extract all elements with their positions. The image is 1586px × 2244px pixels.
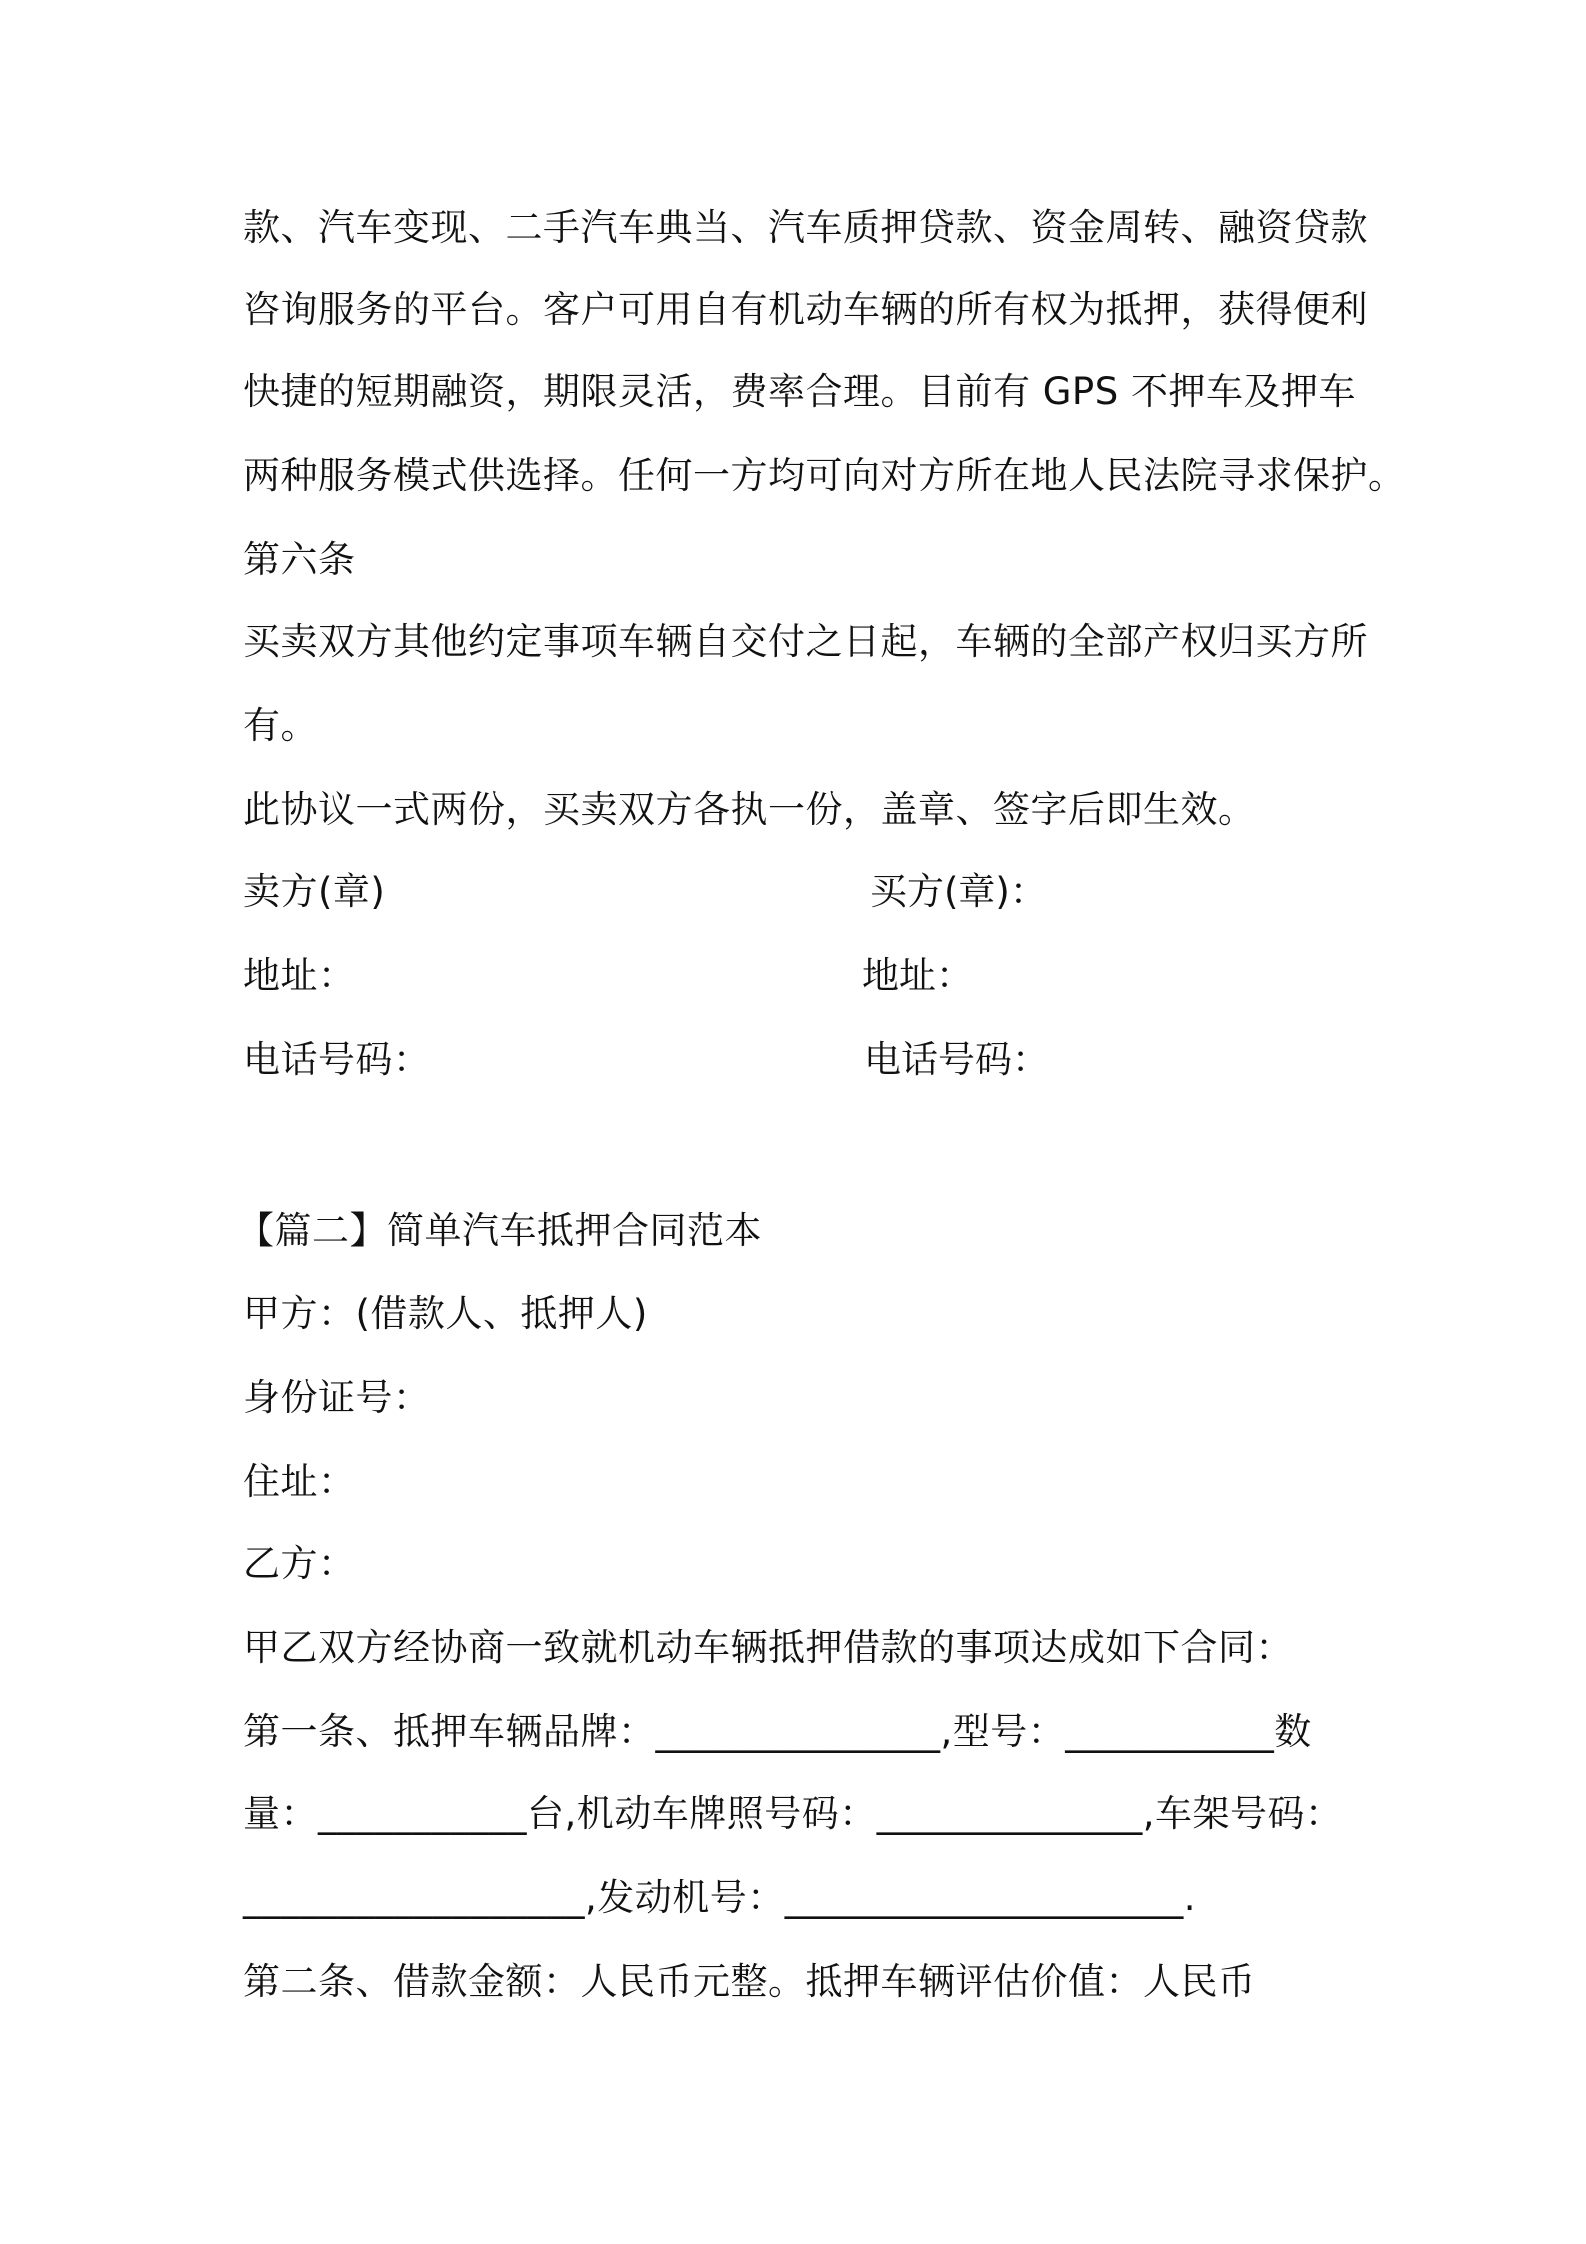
buyer-address-label: 地址： — [862, 954, 973, 997]
paragraph-line-3: 快捷的短期融资，期限灵活，费率合理。目前有 GPS 不押车及押车 — [243, 370, 1356, 413]
contract-intro: 甲乙双方经协商一致就机动车辆抵押借款的事项达成如下合同： — [243, 1626, 1293, 1669]
article-1-line-2: 量：___________台,机动车牌照号码：______________,车架号码： — [243, 1792, 1343, 1835]
paragraph-line-2: 咨询服务的平台。客户可用自有机动车辆的所有权为抵押，获得便利 — [243, 288, 1368, 331]
copies-note: 此协议一式两份，买卖双方各执一份，盖章、签字后即生效。 — [243, 788, 1256, 831]
buyer-seal-label: 买方(章)： — [870, 870, 1047, 913]
party-a-label: 甲方：(借款人、抵押人) — [243, 1292, 648, 1335]
buyer-phone-label: 电话号码： — [864, 1038, 1049, 1081]
address-label: 住址： — [243, 1460, 356, 1503]
id-number-label: 身份证号： — [243, 1376, 431, 1419]
article-2-line: 第二条、借款金额：人民币元整。抵押车辆评估价值：人民币 — [243, 1960, 1256, 2003]
section-2-title: 【篇二】简单汽车抵押合同范本 — [237, 1209, 762, 1252]
article-1-line-1: 第一条、抵押车辆品牌：_______________,型号：___________数 — [243, 1710, 1312, 1753]
party-b-label: 乙方： — [243, 1542, 356, 1585]
seller-phone-label: 电话号码： — [243, 1038, 431, 1081]
article-6-line-2: 有。 — [243, 704, 318, 747]
article-6-title: 第六条 — [243, 538, 356, 581]
seller-address-label: 地址： — [243, 954, 356, 997]
paragraph-line-1: 款、汽车变现、二手汽车典当、汽车质押贷款、资金周转、融资贷款 — [243, 206, 1368, 249]
paragraph-line-4: 两种服务模式供选择。任何一方均可向对方所在地人民法院寻求保护。 — [243, 454, 1406, 497]
seller-seal-label: 卖方(章) — [243, 870, 386, 913]
article-6-line-1: 买卖双方其他约定事项车辆自交付之日起，车辆的全部产权归买方所 — [243, 620, 1368, 663]
article-1-line-3: __________________,发动机号：_____________________. — [243, 1876, 1197, 1919]
